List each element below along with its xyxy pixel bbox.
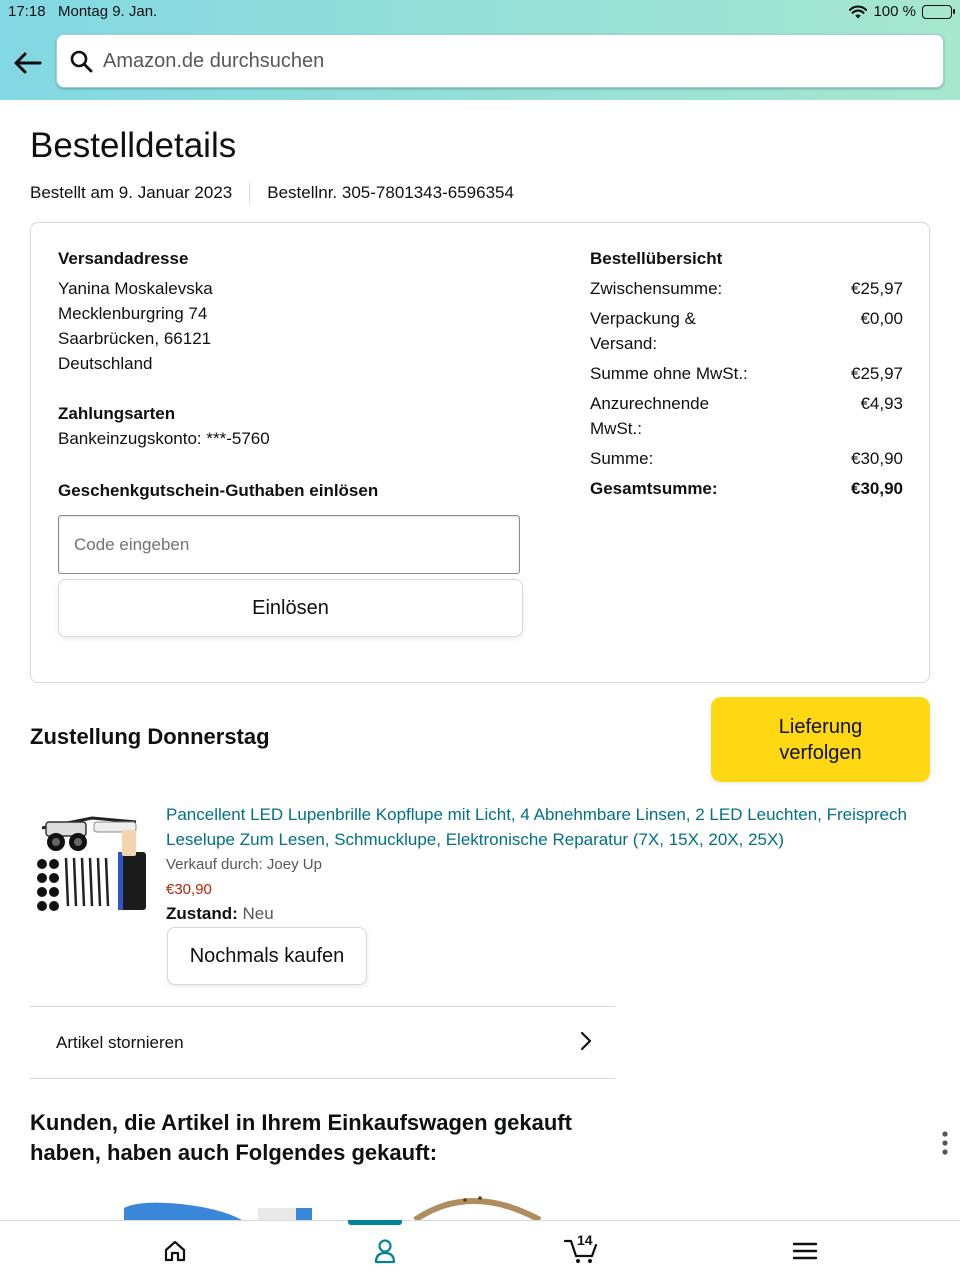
status-date: Montag 9. Jan. <box>58 3 158 20</box>
summary-label: Anzurechnende MwSt.: <box>590 394 710 438</box>
search-input[interactable] <box>103 43 923 79</box>
summary-value: €25,97 <box>851 364 903 383</box>
summary-row-total <box>590 476 903 501</box>
address-country: Deutschland <box>58 354 153 373</box>
summary-heading: Bestellübersicht <box>590 249 723 268</box>
order-number: Bestellnr. 305-7801343-6596354 <box>267 183 514 202</box>
home-icon <box>161 1237 189 1265</box>
summary-label: Gesamtsumme: <box>590 479 718 498</box>
payment-value: Bankeinzugskonto: ***-5760 <box>58 429 270 448</box>
summary-row-vat <box>590 391 903 441</box>
summary-value: €30,90 <box>851 479 903 498</box>
page-title: Bestelldetails <box>30 126 237 165</box>
search-icon <box>69 49 93 73</box>
more-options-icon[interactable] <box>940 1130 950 1156</box>
cancel-item-row[interactable] <box>30 1007 615 1078</box>
product-image[interactable] <box>32 800 152 915</box>
payment-heading: Zahlungsarten <box>58 404 176 423</box>
summary-label: Zwischensumme: <box>590 279 723 298</box>
summary-value: €30,90 <box>851 449 903 468</box>
summary-label: Verpackung & Versand: <box>590 309 696 353</box>
search-bar[interactable] <box>56 34 944 88</box>
shipping-heading: Versandadresse <box>58 249 189 268</box>
active-tab-indicator <box>348 1220 402 1225</box>
divider <box>249 183 250 203</box>
order-summary <box>590 246 903 506</box>
summary-value: €0,00 <box>860 309 903 328</box>
product-price: €30,90 <box>166 881 212 898</box>
summary-label: Summe: <box>590 449 654 468</box>
address-city: Saarbrücken, 66121 <box>58 329 212 348</box>
summary-row-sum <box>590 446 903 471</box>
bottom-tab-bar <box>0 1220 960 1280</box>
buy-again-button[interactable]: Nochmals kaufen <box>167 927 367 985</box>
menu-icon <box>791 1237 819 1265</box>
back-arrow-icon[interactable] <box>12 48 44 78</box>
gift-code-input[interactable] <box>58 515 520 574</box>
seller-text: Verkauf durch: Joey Up <box>166 856 322 873</box>
summary-value: €25,97 <box>851 279 903 298</box>
summary-value: €4,93 <box>860 394 903 413</box>
order-date: Bestellt am 9. Januar 2023 <box>30 183 233 202</box>
recommendations-heading: Kunden, die Artikel in Ihrem Einkaufswagen gekauft haben, haben auch Folgendes gekauft: <box>30 1110 572 1165</box>
condition <box>166 904 274 924</box>
order-details-card <box>30 222 930 683</box>
address-street: Mecklenburgring 74 <box>58 304 208 323</box>
account-icon <box>371 1237 399 1265</box>
status-time: 17:18 <box>8 3 46 20</box>
status-bar <box>8 3 952 23</box>
product-title-link[interactable]: Pancellent LED Lupenbrille Kopflupe mit Licht, 4 Abnehmbare Linsen, 2 LED Leuchten, Freisprech Leselupe Zum Lesen, Schmucklupe, Elektronische Reparatur (7X, 15X, 20X, 25X) <box>166 805 907 849</box>
condition-label: Zustand: <box>166 904 238 923</box>
condition-value: Neu <box>242 904 274 923</box>
shipping-address <box>58 246 498 376</box>
track-delivery-button[interactable] <box>711 697 930 782</box>
delivery-heading: Zustellung Donnerstag <box>30 724 270 749</box>
chevron-right-icon <box>579 1030 593 1052</box>
recommendation-images[interactable] <box>120 1188 560 1220</box>
redeem-button[interactable]: Einlösen <box>58 579 523 637</box>
payment-method <box>58 401 270 451</box>
tab-account[interactable] <box>345 1221 425 1280</box>
cart-count-badge: 14 <box>577 1232 593 1248</box>
divider <box>30 1078 615 1079</box>
gift-card-heading: Geschenkgutschein-Guthaben einlösen <box>58 481 379 500</box>
summary-row-net <box>590 361 903 386</box>
battery-icon <box>922 5 952 19</box>
wifi-icon <box>849 5 867 19</box>
order-meta <box>30 183 514 203</box>
battery-percent: 100 % <box>873 3 916 20</box>
summary-row-shipping <box>590 306 903 356</box>
tab-menu[interactable] <box>765 1221 845 1280</box>
track-label: Lieferung verfolgen <box>778 715 863 764</box>
tab-cart[interactable] <box>553 1221 633 1280</box>
address-name: Yanina Moskalevska <box>58 279 213 298</box>
cancel-item-label: Artikel stornieren <box>56 1032 184 1052</box>
summary-row-subtotal <box>590 276 903 301</box>
tab-home[interactable] <box>135 1221 215 1280</box>
summary-label: Summe ohne MwSt.: <box>590 364 748 383</box>
status-right <box>849 3 952 20</box>
top-bar <box>0 0 960 100</box>
